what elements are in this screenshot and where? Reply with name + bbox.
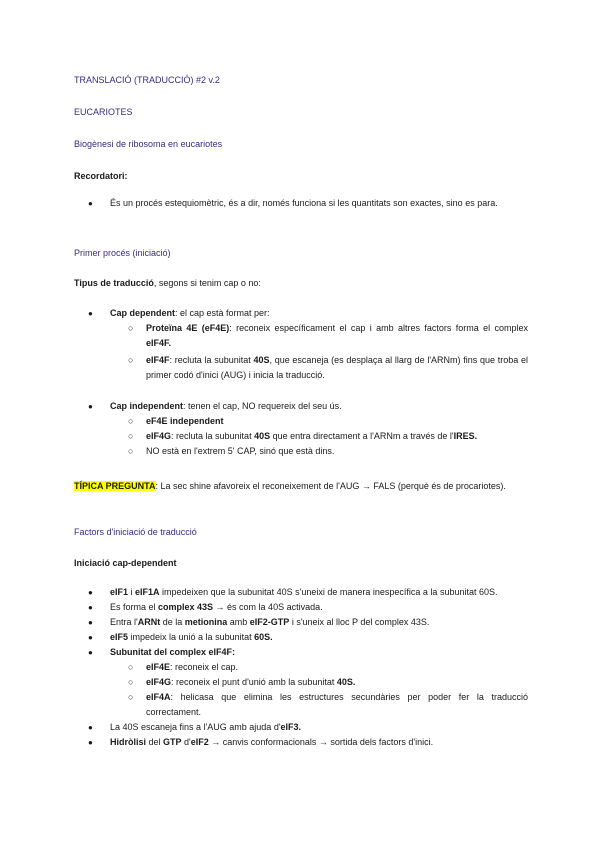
cap-independent-list xyxy=(74,399,528,459)
heading-primer-proces: Primer procés (iniciació) xyxy=(74,248,171,258)
list-item: ○ eIF4G: recluta la subunitat 40S que entra directament a l'ARNm a través de l'IRES. xyxy=(74,429,528,444)
tipus-traduccio-line: Tipus de traducció, segons si tenim cap o no: xyxy=(74,278,261,288)
list-item: ○ eF4E independent xyxy=(74,414,528,429)
factors-list xyxy=(74,585,528,750)
list-item: ● Entra l'ARNt de la metionina amb eIF2-GTP i s'uneix al lloc P del complex 43S. xyxy=(74,615,528,630)
list-item: ● Cap independent: tenen el cap, NO requereix del seu ús. xyxy=(74,399,528,414)
heading-factors: Factors d'iniciació de traducció xyxy=(74,527,197,537)
document-title: TRANSLACIÓ (TRADUCCIÓ) #2 v.2 xyxy=(74,75,220,85)
list-item: ● eIF5 impedeix la unió a la subunitat 60S. xyxy=(74,630,528,645)
tipica-pregunta: TÍPICA PREGUNTA: La sec shine afavoreix el reconeixement de l'AUG → FALS (perquè és de procariotes). xyxy=(74,481,506,491)
list-item: ○ Proteïna 4E (eF4E): reconeix específicament el cap i amb altres factors forma el complex eIF4F. xyxy=(74,321,528,351)
subtitle-biogenesi: Biogènesi de ribosoma en eucariotes xyxy=(74,139,223,149)
tipica-pregunta-highlight: TÍPICA PREGUNTA xyxy=(74,481,156,491)
cap-dependent-list xyxy=(74,306,528,383)
list-item: ○ eIF4A: helicasa que elimina les estructures secundàries per poder fer la traducció correctament. xyxy=(74,690,528,720)
section-heading-eucariotes: EUCARIOTES xyxy=(74,107,133,117)
list-item: ● Hidròlisi del GTP d'eIF2 → canvis conformacionals → sortida dels factors d'inici. xyxy=(74,735,528,750)
list-item: ● La 40S escaneja fins a l'AUG amb ajuda d'eIF3. xyxy=(74,720,528,735)
subheading-cap-dependent: Iniciació cap-dependent xyxy=(74,558,177,568)
list-item: ● És un procés estequiomètric, és a dir, només funciona si les quantitats son exactes, sino es para. xyxy=(74,196,528,211)
recordatori-label: Recordatori: xyxy=(74,171,128,181)
list-item: ● Es forma el complex 43S → és com la 40S activada. xyxy=(74,600,528,615)
list-item: ○ eIF4G: reconeix el punt d'unió amb la subunitat 40S. xyxy=(74,675,528,690)
list-item: ○ eIF4E: reconeix el cap. xyxy=(74,660,528,675)
list-item: ● Subunitat del complex eIF4F: xyxy=(74,645,528,660)
list-item: ○ eIF4F: recluta la subunitat 40S, que escaneja (es desplaça al llarg de l'ARNm) fins que troba el primer codó d'inici (AUG) i inicia la traducció. xyxy=(74,353,528,383)
list-item: ● Cap dependent: el cap està format per: xyxy=(74,306,528,321)
list-item: ● eIF1 i eIF1A impedeixen que la subunitat 40S s'uneixi de manera inespecífica a la subunitat 60S. xyxy=(74,585,528,600)
recordatori-list xyxy=(74,196,528,211)
list-item: ○ NO està en l'extrem 5' CAP, sinó que està dins. xyxy=(74,444,528,459)
